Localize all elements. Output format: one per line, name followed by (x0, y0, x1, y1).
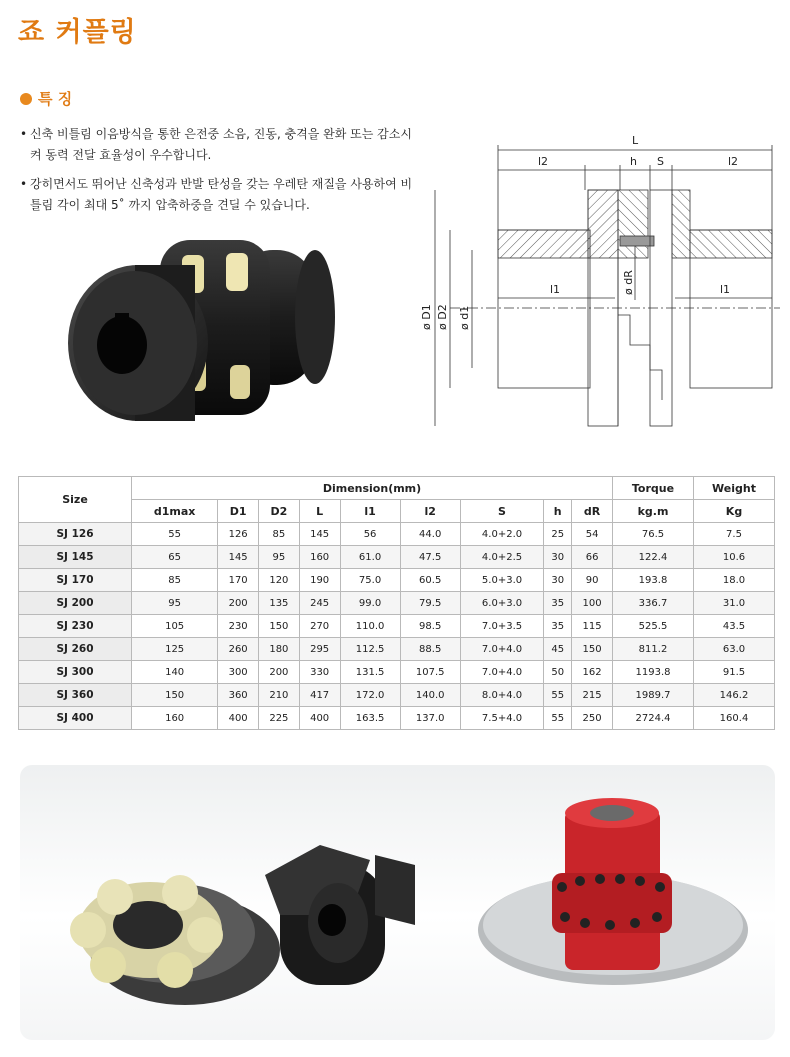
table-cell: 90 (572, 569, 613, 592)
table-cell: 120 (259, 569, 300, 592)
table-cell: 150 (572, 638, 613, 661)
table-cell: 10.6 (694, 546, 775, 569)
dim-D1-label: ø D1 (420, 304, 433, 330)
dim-h-label: h (630, 155, 637, 168)
table-cell: 7.0+3.5 (460, 615, 544, 638)
table-cell: 180 (259, 638, 300, 661)
table-cell: 225 (259, 707, 300, 730)
table-cell: 105 (132, 615, 218, 638)
table-row (19, 615, 775, 638)
col-header: l2 (400, 500, 460, 523)
size-cell: SJ 260 (19, 638, 132, 661)
table-row (19, 661, 775, 684)
dim-dR-label: ø dR (622, 270, 635, 295)
coupling-photo (60, 225, 360, 445)
table-cell: 88.5 (400, 638, 460, 661)
table-cell: 43.5 (694, 615, 775, 638)
feature-item (20, 124, 420, 166)
table-row (19, 707, 775, 730)
table-cell: 137.0 (400, 707, 460, 730)
table-cell: 98.5 (400, 615, 460, 638)
table-cell: 31.0 (694, 592, 775, 615)
feature-text: 강히면서도 뛰어난 신축성과 반발 탄성을 갖는 우레탄 재질을 사용하여 비틀림 각이 최대 5˚ 까지 압축하중을 견딜 수 있습니다. (30, 177, 413, 212)
size-cell: SJ 400 (19, 707, 132, 730)
weight-unit: Kg (694, 500, 775, 523)
table-cell: 55 (132, 523, 218, 546)
table-cell: 30 (544, 546, 572, 569)
col-header: D2 (259, 500, 300, 523)
table-cell: 18.0 (694, 569, 775, 592)
dim-l2-right-label: l2 (728, 155, 739, 168)
table-cell: 115 (572, 615, 613, 638)
table-cell: 126 (218, 523, 259, 546)
table-cell: 47.5 (400, 546, 460, 569)
table-cell: 66 (572, 546, 613, 569)
table-cell: 7.0+4.0 (460, 661, 544, 684)
table-row (19, 684, 775, 707)
table-cell: 193.8 (613, 569, 694, 592)
size-cell: SJ 360 (19, 684, 132, 707)
table-cell: 135 (259, 592, 300, 615)
table-cell: 50 (544, 661, 572, 684)
table-cell: 6.0+3.0 (460, 592, 544, 615)
table-cell: 95 (132, 592, 218, 615)
feature-list (20, 124, 420, 224)
dim-d1-label: ø d1 (458, 305, 471, 330)
table-cell: 295 (299, 638, 340, 661)
table-cell: 131.5 (340, 661, 400, 684)
dim-L-label: L (632, 134, 639, 147)
product-gallery (20, 765, 775, 1040)
table-cell: 5.0+3.0 (460, 569, 544, 592)
table-cell: 172.0 (340, 684, 400, 707)
table-cell: 4.0+2.0 (460, 523, 544, 546)
torque-unit: kg.m (613, 500, 694, 523)
table-cell: 7.5+4.0 (460, 707, 544, 730)
size-cell: SJ 230 (19, 615, 132, 638)
table-cell: 245 (299, 592, 340, 615)
table-cell: 8.0+4.0 (460, 684, 544, 707)
table-cell: 400 (299, 707, 340, 730)
col-header: l1 (340, 500, 400, 523)
table-row (19, 592, 775, 615)
torque-header: Torque (613, 477, 694, 500)
table-cell: 4.0+2.5 (460, 546, 544, 569)
table-cell: 163.5 (340, 707, 400, 730)
table-cell: 300 (218, 661, 259, 684)
table-cell: 250 (572, 707, 613, 730)
col-header: h (544, 500, 572, 523)
table-cell: 35 (544, 615, 572, 638)
size-header: Size (19, 477, 132, 523)
table-cell: 270 (299, 615, 340, 638)
table-cell: 60.5 (400, 569, 460, 592)
col-header: dR (572, 500, 613, 523)
dim-l2-left-label: l2 (538, 155, 549, 168)
bullet-icon: • (20, 127, 28, 141)
table-row (19, 523, 775, 546)
table-cell: 63.0 (694, 638, 775, 661)
weight-header: Weight (694, 477, 775, 500)
spec-table-body (19, 523, 775, 730)
table-cell: 45 (544, 638, 572, 661)
table-cell: 417 (299, 684, 340, 707)
table-cell: 170 (218, 569, 259, 592)
table-cell: 2724.4 (613, 707, 694, 730)
table-cell: 145 (299, 523, 340, 546)
table-cell: 55 (544, 684, 572, 707)
table-cell: 55 (544, 707, 572, 730)
size-cell: SJ 126 (19, 523, 132, 546)
size-cell: SJ 300 (19, 661, 132, 684)
features-heading-label: 특 징 (38, 90, 73, 108)
table-cell: 44.0 (400, 523, 460, 546)
table-row (19, 638, 775, 661)
dim-D2-label: ø D2 (436, 304, 449, 330)
table-cell: 160 (299, 546, 340, 569)
table-cell: 215 (572, 684, 613, 707)
table-cell: 200 (259, 661, 300, 684)
table-cell: 79.5 (400, 592, 460, 615)
table-cell: 150 (259, 615, 300, 638)
table-cell: 190 (299, 569, 340, 592)
dimension-diagram (410, 130, 780, 430)
table-cell: 160 (132, 707, 218, 730)
table-cell: 85 (132, 569, 218, 592)
table-cell: 7.0+4.0 (460, 638, 544, 661)
dim-S-label: S (657, 155, 664, 168)
table-cell: 100 (572, 592, 613, 615)
table-cell: 145 (218, 546, 259, 569)
gallery-photos (20, 765, 775, 1040)
table-cell: 200 (218, 592, 259, 615)
table-row (19, 546, 775, 569)
table-cell: 162 (572, 661, 613, 684)
size-cell: SJ 145 (19, 546, 132, 569)
brake-disc-coupling-photo (478, 798, 748, 985)
table-cell: 330 (299, 661, 340, 684)
table-cell: 95 (259, 546, 300, 569)
col-header: d1max (132, 500, 218, 523)
table-cell: 336.7 (613, 592, 694, 615)
table-cell: 76.5 (613, 523, 694, 546)
table-cell: 35 (544, 592, 572, 615)
table-cell: 210 (259, 684, 300, 707)
table-cell: 146.2 (694, 684, 775, 707)
col-header: D1 (218, 500, 259, 523)
table-cell: 1193.8 (613, 661, 694, 684)
dimension-header: Dimension(mm) (132, 477, 613, 500)
table-cell: 400 (218, 707, 259, 730)
table-cell: 811.2 (613, 638, 694, 661)
table-cell: 140 (132, 661, 218, 684)
page-title: 죠 커플링 (18, 17, 137, 48)
feature-item (20, 174, 420, 216)
table-cell: 30 (544, 569, 572, 592)
table-cell: 150 (132, 684, 218, 707)
table-cell: 230 (218, 615, 259, 638)
bullet-dot-icon (20, 93, 32, 105)
table-cell: 25 (544, 523, 572, 546)
feature-text: 신축 비틀림 이음방식을 통한 은전중 소음, 진동, 충격을 완화 또는 감소시켜 동력 전달 효율성이 우수합니다. (30, 127, 412, 162)
spider-element-photo (70, 875, 280, 1005)
jaw-hub-photo (265, 845, 415, 985)
table-cell: 125 (132, 638, 218, 661)
table-cell: 107.5 (400, 661, 460, 684)
table-row (19, 569, 775, 592)
table-cell: 122.4 (613, 546, 694, 569)
table-cell: 91.5 (694, 661, 775, 684)
table-cell: 112.5 (340, 638, 400, 661)
table-cell: 56 (340, 523, 400, 546)
table-cell: 525.5 (613, 615, 694, 638)
features-heading (20, 88, 72, 109)
table-cell: 75.0 (340, 569, 400, 592)
table-cell: 1989.7 (613, 684, 694, 707)
table-cell: 110.0 (340, 615, 400, 638)
table-cell: 54 (572, 523, 613, 546)
table-cell: 160.4 (694, 707, 775, 730)
table-cell: 260 (218, 638, 259, 661)
table-cell: 140.0 (400, 684, 460, 707)
dim-l1-right-label: l1 (720, 283, 731, 296)
table-cell: 99.0 (340, 592, 400, 615)
col-header: L (299, 500, 340, 523)
bullet-icon: • (20, 177, 28, 191)
spec-table (18, 476, 775, 730)
size-cell: SJ 200 (19, 592, 132, 615)
table-cell: 65 (132, 546, 218, 569)
dim-l1-left-label: l1 (550, 283, 561, 296)
table-cell: 360 (218, 684, 259, 707)
col-header: S (460, 500, 544, 523)
table-cell: 85 (259, 523, 300, 546)
size-cell: SJ 170 (19, 569, 132, 592)
table-cell: 61.0 (340, 546, 400, 569)
table-cell: 7.5 (694, 523, 775, 546)
